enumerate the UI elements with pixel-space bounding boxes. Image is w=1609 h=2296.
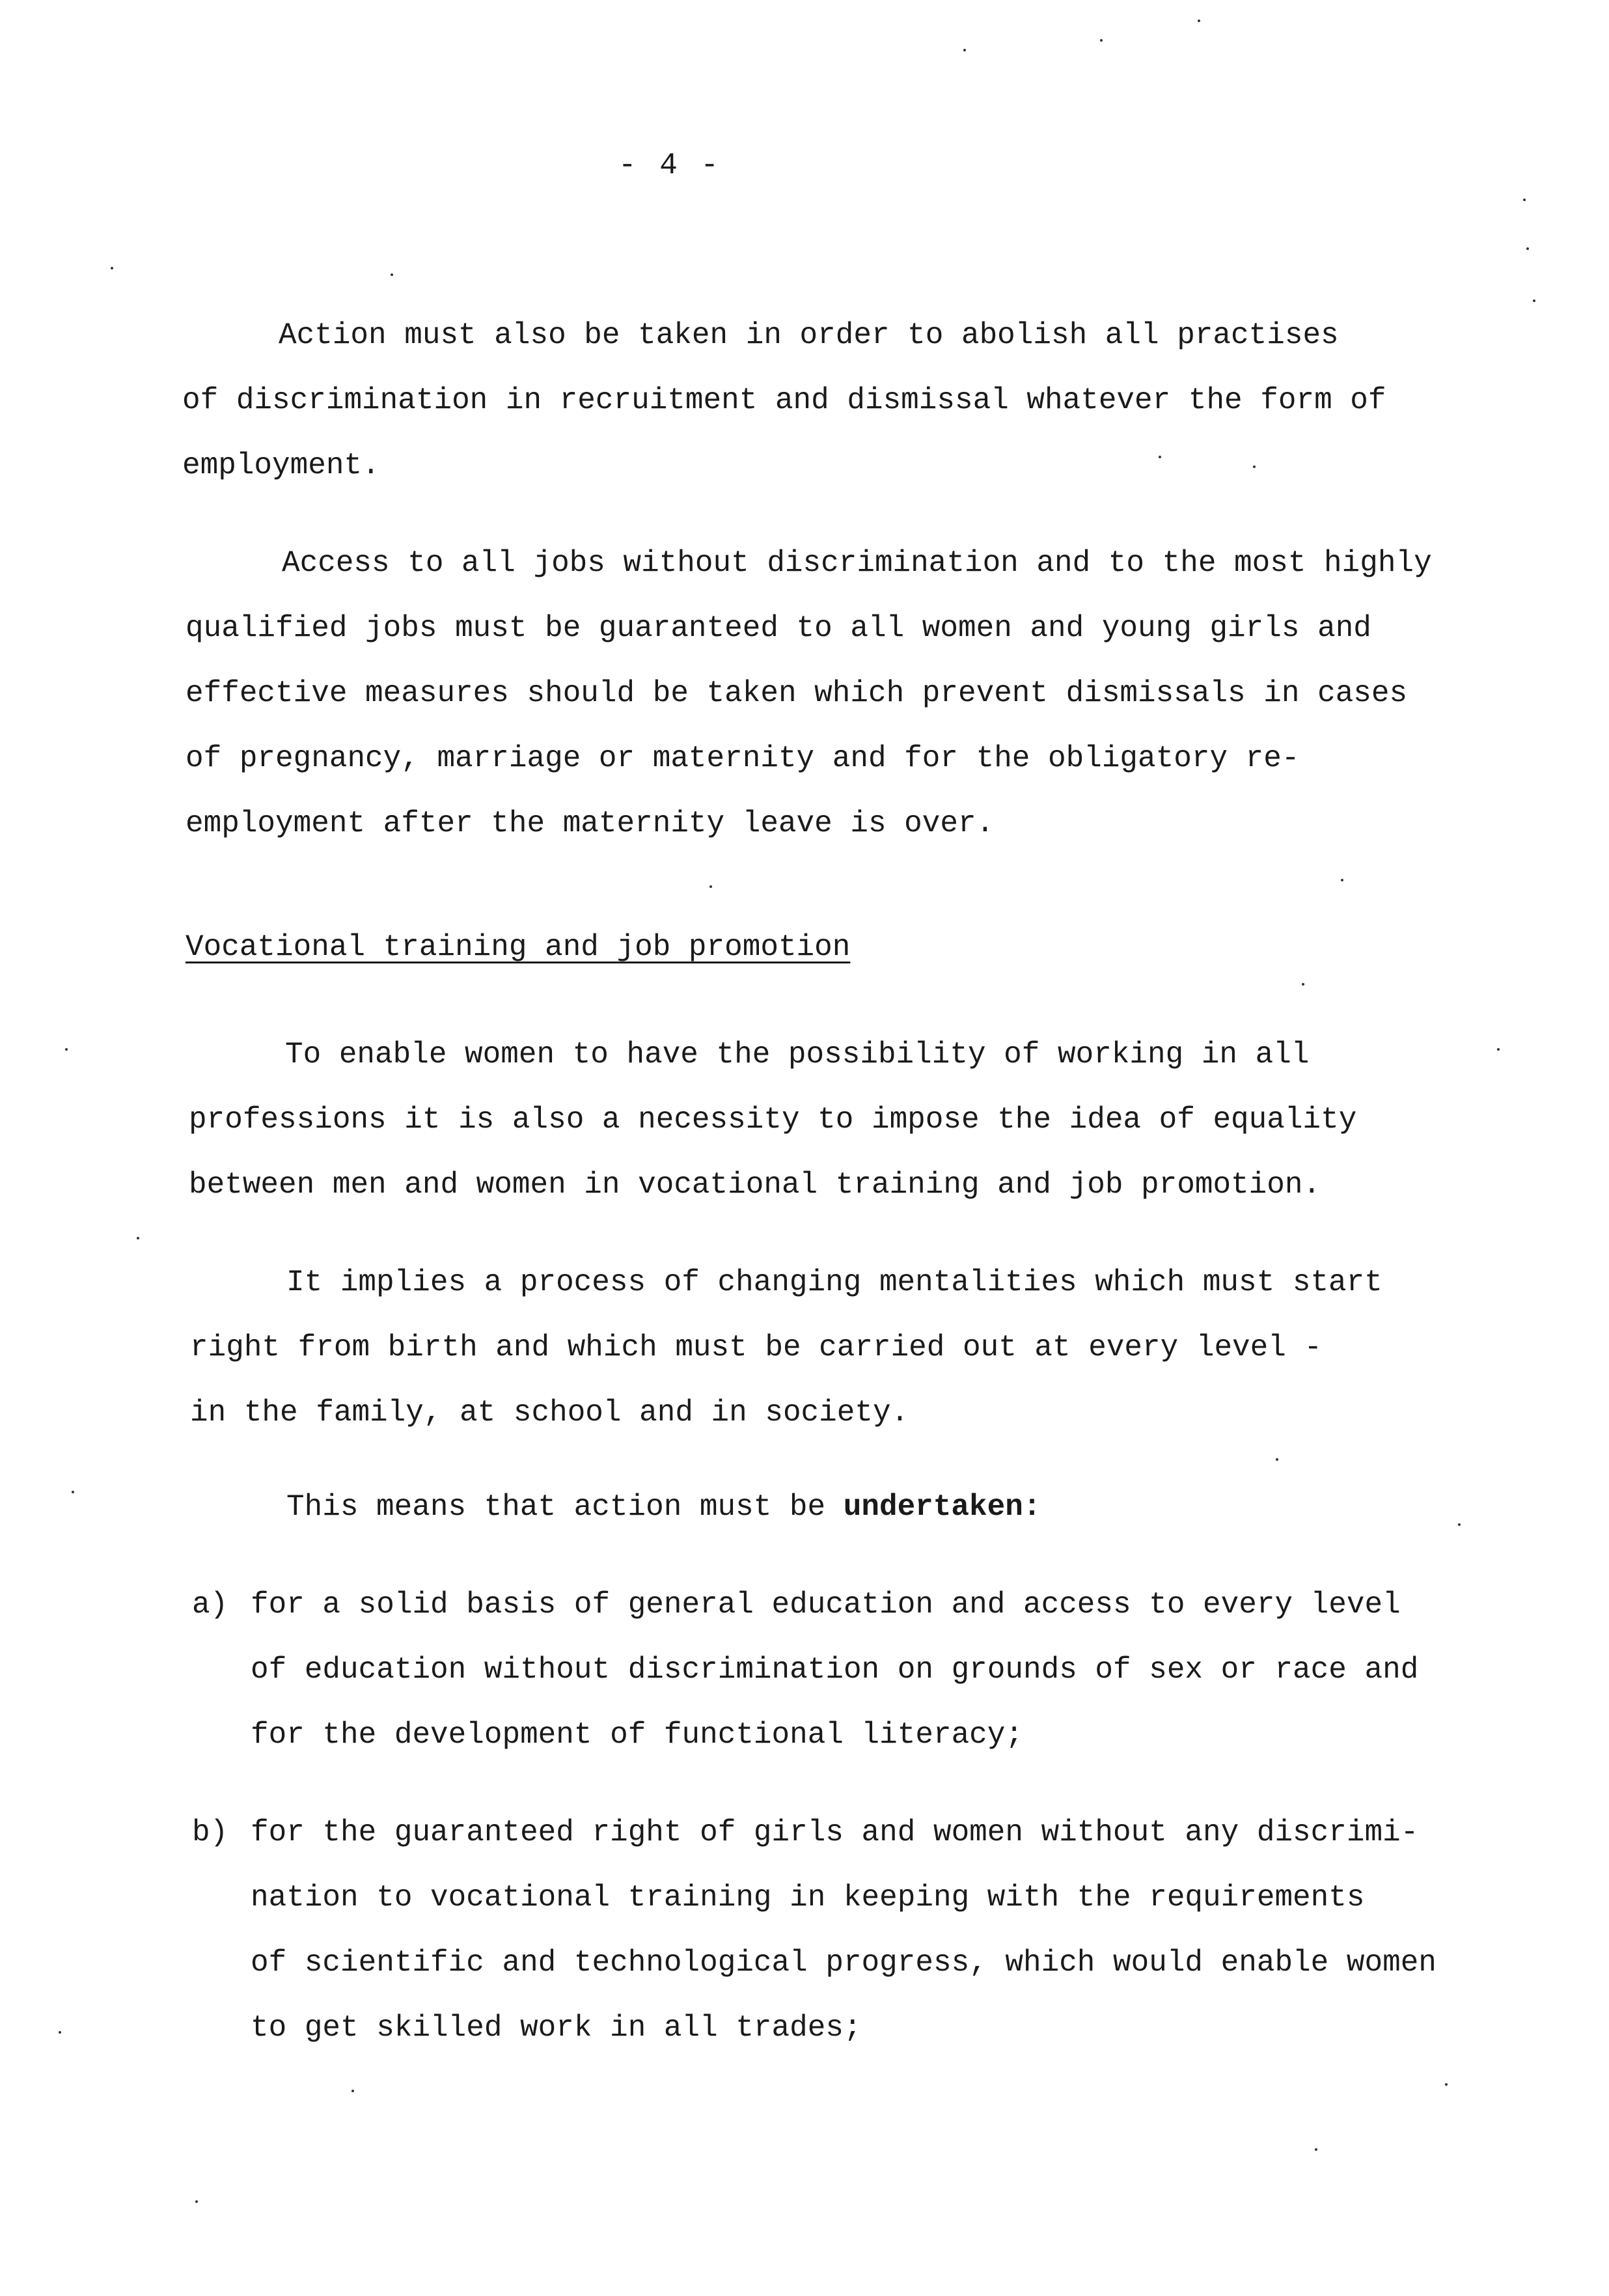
list-item-b xyxy=(251,1800,1437,2060)
text-line: between men and women in vocational training and job promotion. xyxy=(189,1168,1321,1202)
scan-speck xyxy=(351,2090,354,2092)
text-line: to get skilled work in all trades; xyxy=(251,2011,862,2045)
scan-speck xyxy=(709,885,712,888)
text-line: professions it is also a necessity to impose the idea of equality xyxy=(189,1103,1357,1137)
text-line xyxy=(286,1474,1609,1540)
text-line: for a solid basis of general education and access to every level xyxy=(251,1588,1401,1622)
paragraph-equality xyxy=(189,1022,1556,1217)
scan-speck xyxy=(1526,247,1529,250)
text-line: To enable women to have the possibility of working in all xyxy=(285,1038,1310,1072)
scan-speck xyxy=(1159,456,1161,458)
text-line: of pregnancy, marriage or maternity and for the obligatory re- xyxy=(186,741,1300,775)
text-line: of discrimination in recruitment and dismissal whatever the form of xyxy=(182,383,1386,417)
text-line: qualified jobs must be guaranteed to all women and young girls and xyxy=(186,611,1371,645)
paragraph-action-intro xyxy=(286,1474,1609,1540)
scan-speck xyxy=(1445,2083,1448,2086)
scan-speck xyxy=(65,1048,68,1051)
scan-speck xyxy=(137,1237,139,1239)
scan-speck xyxy=(1276,1458,1278,1461)
text-line: in the family, at school and in society. xyxy=(190,1396,909,1430)
scan-speck xyxy=(1315,2148,1317,2151)
scan-speck xyxy=(1302,983,1304,986)
scan-speck xyxy=(391,273,393,276)
scan-speck xyxy=(72,1491,74,1493)
intro-bold-text: undertaken: xyxy=(843,1490,1041,1524)
scan-speck xyxy=(111,267,113,270)
scan-speck xyxy=(1100,39,1103,42)
text-line: nation to vocational training in keeping with the requirements xyxy=(251,1881,1365,1915)
list-marker: a) xyxy=(192,1588,228,1622)
scan-speck xyxy=(1458,1523,1461,1526)
text-line: for the development of functional literacy; xyxy=(251,1718,1023,1752)
text-line: right from birth and which must be carried out at every level - xyxy=(190,1331,1323,1364)
scan-speck xyxy=(195,2200,198,2203)
text-line: employment after the maternity leave is over. xyxy=(186,807,995,840)
scan-speck xyxy=(1253,465,1256,468)
text-line: It implies a process of changing mentalities which must start xyxy=(286,1266,1382,1299)
scan-speck xyxy=(1341,879,1343,881)
scan-speck xyxy=(963,49,966,51)
scan-speck xyxy=(59,2031,61,2034)
text-line: Action must also be taken in order to abolish all practises xyxy=(279,318,1339,352)
text-line: Access to all jobs without discrimination and to the most highly xyxy=(282,546,1432,580)
scan-speck xyxy=(1523,199,1526,201)
text-line: of scientific and technological progress, which would enable women xyxy=(251,1946,1437,1980)
text-line: employment. xyxy=(182,449,380,482)
paragraph-access-to-jobs xyxy=(186,531,1552,856)
scan-speck xyxy=(1198,20,1200,22)
paragraph-recruitment xyxy=(182,303,1549,498)
section-heading: Vocational training and job promotion xyxy=(186,930,851,964)
list-marker: b) xyxy=(192,1816,228,1849)
scan-speck xyxy=(1497,1048,1500,1051)
text-line: effective measures should be taken which prevent dismissals in cases xyxy=(186,676,1408,710)
text-line: for the guaranteed right of girls and women without any discrimi- xyxy=(251,1816,1419,1849)
page-number: - 4 - xyxy=(618,148,722,182)
paragraph-mentalities xyxy=(190,1250,1557,1445)
text-line: of education without discrimination on grounds of sex or race and xyxy=(251,1653,1419,1687)
list-item-a xyxy=(251,1572,1418,1767)
intro-text: This means that action must be xyxy=(286,1490,844,1524)
scan-speck xyxy=(1533,299,1535,302)
